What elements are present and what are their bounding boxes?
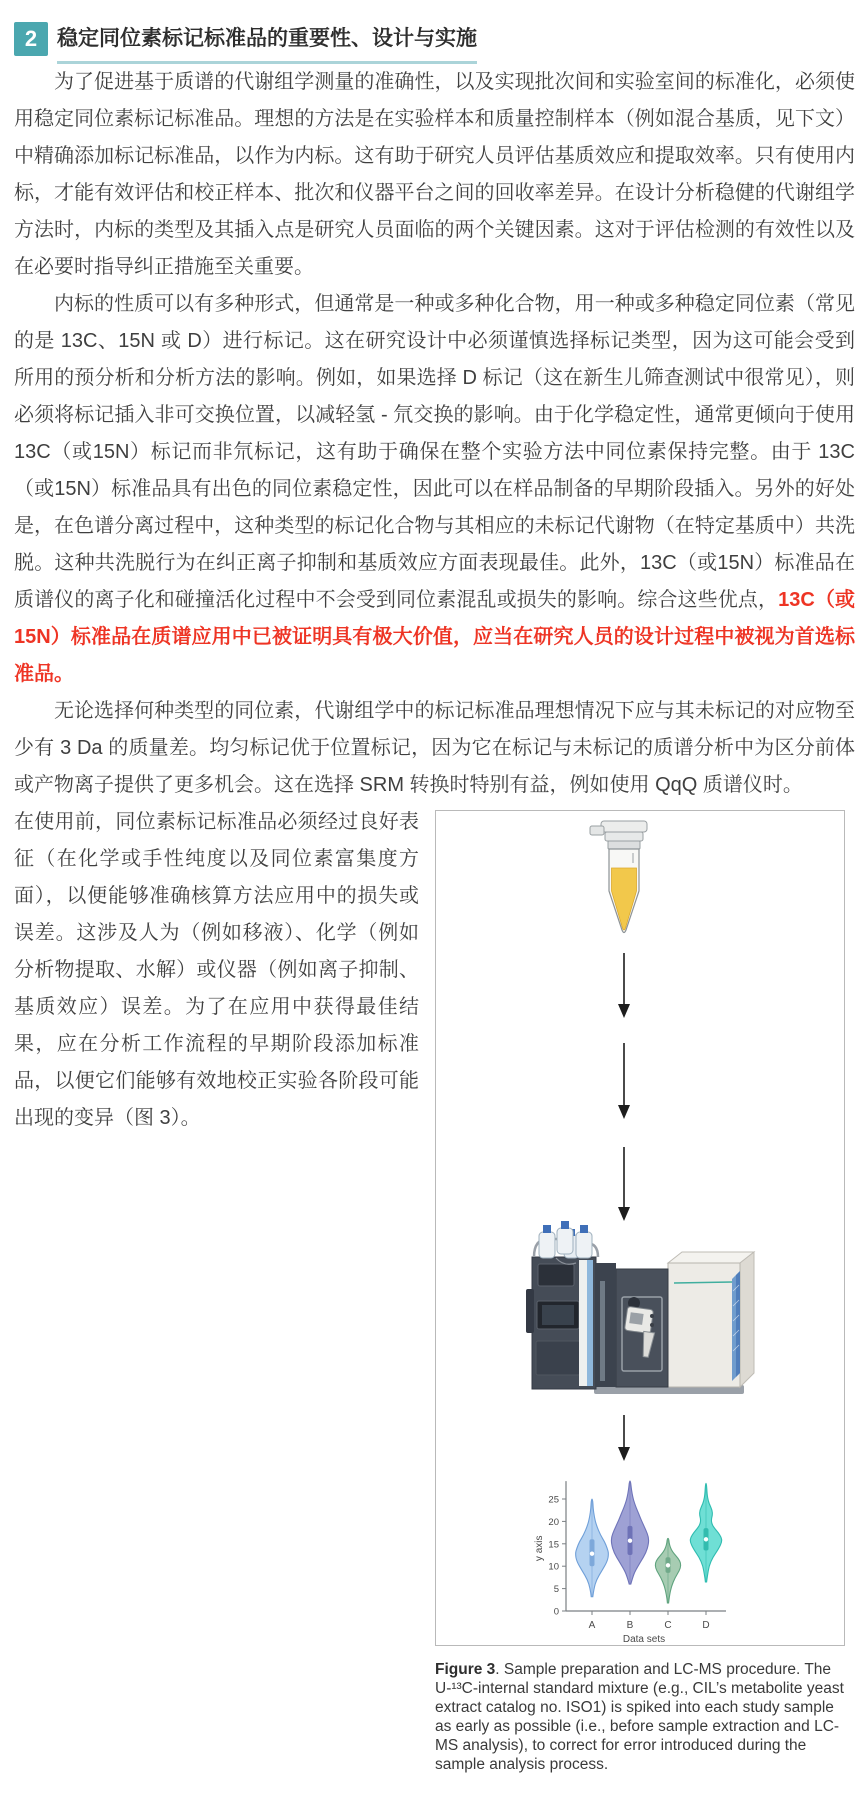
sample-tube-icon xyxy=(590,821,647,933)
figure-3-caption-label: Figure 3 xyxy=(435,1661,496,1678)
svg-text:20: 20 xyxy=(548,1516,559,1528)
section-number-badge: 2 xyxy=(14,22,48,56)
paragraph-2-normal-text: 内标的性质可以有多种形式，但通常是一种或多种化合物，用一种或多种稳定同位素（常见的是 13C、15N 或 D）进行标记。这在研究设计中必须谨慎选择标记类型，因为这可能会受到所用的预分析和分析方法的影响。例如，如果选择 D 标记（这在新生儿筛查测试中很常见），则必须将标记插入非可交换位置，以减轻氢 - 氘交换的影响。由于化学稳定性，通常更倾向于使用 13C（或15N）标记而非氘标记，这有助于确保在整个实验方法中同位素保持完整。由于 13C（或15N）标准品具有出色的同位素稳定性，因此可以在样品制备的早期阶段插入。另外的好处是，在色谱分离过程中，这种类型的标记化合物与其相应的未标记代谢物（在特定基质中）共洗脱。这种共洗脱行为在纠正离子抑制和基质效应方面表现最佳。此外，13C（或15N）标准品在质谱仪的离子化和碰撞活化过程中不会受到同位素混乱或损失的影响。综合这些优点， xyxy=(14,293,855,611)
section-title: 稳定同位素标记标准品的重要性、设计与实施 xyxy=(57,22,477,64)
paragraph-4: 在使用前，同位素标记标准品必须经过良好表征（在化学或手性纯度以及同位素富集度方面），以便能够准确核算方法应用中的损失或误差。这涉及人为（例如移液）、化学（例如分析物提取、水解）或仪器（例如离子抑制、基质效应）误差。为了在应用中获得最佳结果，应在分析工作流程的早期阶段添加标准品，以便它们能够有效地校正实验各阶段可能出现的变异（图 3）。 xyxy=(14,811,419,1129)
svg-text:A: A xyxy=(588,1620,596,1631)
solvent-bottle-icon xyxy=(539,1225,555,1258)
svg-text:y axis: y axis xyxy=(534,1535,545,1562)
svg-text:C: C xyxy=(664,1620,672,1631)
svg-text:0: 0 xyxy=(553,1606,559,1618)
lcms-instrument-icon xyxy=(526,1221,754,1394)
figure-3-caption-text: . Sample preparation and LC-MS procedure. The U-¹³C-internal standard mixture (e.g., CIL’s metabolite yeast extract catalog no. ISO1) is spiked into each study sample as early as possible (i.e., before sample extraction and LC-MS analysis), to correct for error introduced during the sample analysis process. xyxy=(435,1661,844,1773)
paragraph-2-highlighted-text: 13C（或15N）标准品在质谱应用中已被证明具有极大价值，应当在研究人员的设计过程中被视为首选标准品。 xyxy=(14,589,855,685)
svg-text:10: 10 xyxy=(548,1561,559,1573)
flow-arrow-icon xyxy=(618,1147,630,1221)
figure-3-image-frame xyxy=(435,810,845,1646)
violin-chart xyxy=(534,1481,726,1645)
paragraph-3: 无论选择何种类型的同位素，代谢组学中的标记标准品理想情况下应与其未标记的对应物至少有 3 Da 的质量差。均匀标记优于位置标记，因为它在标记与未标记的质谱分析中为区分前体或产物离子提供了更多机会。这在选择 SRM 转换时特别有益，例如使用 QqQ 质谱仪时。 xyxy=(14,700,855,796)
svg-text:5: 5 xyxy=(553,1584,559,1596)
flow-arrow-icon xyxy=(618,1043,630,1119)
solvent-bottle-icon xyxy=(557,1221,573,1254)
figure-3-container xyxy=(435,810,845,1774)
svg-text:15: 15 xyxy=(548,1539,559,1551)
svg-text:D: D xyxy=(702,1620,710,1631)
figure-3-caption xyxy=(435,1660,845,1774)
paragraph-1: 为了促进基于质谱的代谢组学测量的准确性，以及实现批次间和实验室间的标准化，必须使用稳定同位素标记标准品。理想的方法是在实验样本和质量控制样本（例如混合基质，见下文）中精确添加标记标准品，以作为内标。这有助于研究人员评估基质效应和提取效率。只有使用内标，才能有效评估和校正样本、批次和仪器平台之间的回收率差异。在设计分析稳健的代谢组学方法时，内标的类型及其插入点是研究人员面临的两个关键因素。这对于评估检测的有效性以及在必要时指导纠正措施至关重要。 xyxy=(14,71,855,278)
svg-text:25: 25 xyxy=(548,1494,559,1506)
flow-arrow-icon xyxy=(618,953,630,1018)
solvent-bottle-icon xyxy=(576,1225,592,1258)
figure-3-illustration xyxy=(436,811,844,1645)
paragraph-2 xyxy=(14,286,855,693)
svg-text:B: B xyxy=(626,1620,634,1631)
flow-arrow-icon xyxy=(618,1415,630,1461)
section-header xyxy=(14,22,855,64)
svg-text:Data sets: Data sets xyxy=(622,1634,666,1645)
